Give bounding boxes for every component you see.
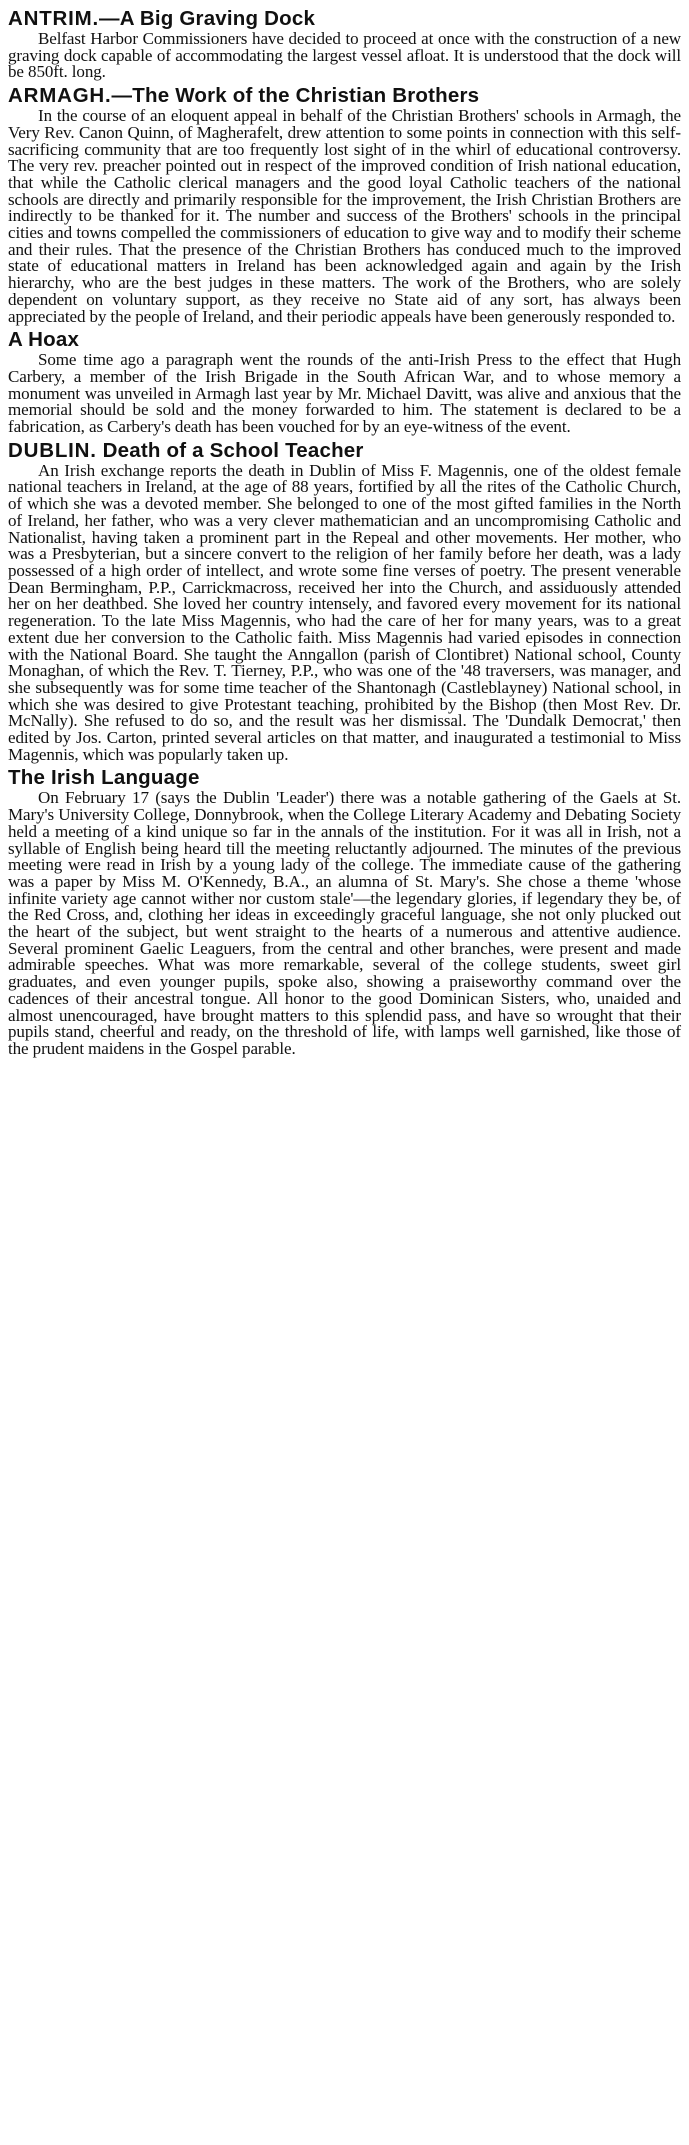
article-title: The Irish Language [8,766,200,790]
article-irish-language [8,765,681,1057]
article-hoax [8,327,681,436]
article-body: Belfast Harbor Commissioners have decided to proceed at once with the construction of a new graving dock capable of accommodating the largest vessel afloat. It is understood that the dock will be 850ft. long. [8,29,681,82]
newspaper-column [0,0,689,1058]
article-title: A Big Graving Dock [119,7,316,30]
article-title: The Work of the Christian Brothers [132,84,480,108]
article-heading [8,765,681,790]
article-antrim [8,6,681,81]
article-heading [8,438,681,463]
article-heading [8,327,681,352]
article-armagh [8,83,681,325]
article-heading [8,6,681,31]
article-title: A Hoax [8,328,80,352]
article-body: An Irish exchange reports the death in Dublin of Miss F. Magennis, one of the oldest female national teachers in Ireland, at the age of 88 years, fortified by all the rites of the Catholic Church, of which she was a devoted member. She belonged to one of the most gifted families in the North of Ireland, her father, who was a very clever mathematician and an uncompromising Catholic and Nationalist, having taken a prominent part in the Repeal and other movements. Her mother, who was a Presbyterian, but a sincere convert to the religion of her family before her death, was a lady possessed of a high order of intellect, and wrote some fine verses of poetry. The present venerable Dean Bermingham, P.P., Carrickmacross, received her into the Church, and assiduously attended her on her deathbed. She loved her country intensely, and favored every movement for its national regeneration. To the late Miss Magennis, who had the care of her for many years, was to a great extent due her conversion to the Catholic faith. Miss Magennis had varied episodes in connection with the National Board. She taught the Anngallon (parish of Clontibret) National school, County Monaghan, of which the Rev. T. Tierney, P.P., who was one of the '48 traversers, was manager, and she subsequently was for some time teacher of the Shantonagh (Castleblayney) National school, in which she was desired to give Protestant teaching, prohibited by the Bishop (then Most Rev. Dr. McNally). She refused to do so, and the result was her dismissal. The 'Dundalk Democrat,' then edited by Jos. Carton, printed several articles on that matter, and inaugurated a testimonial to Miss Magennis, which was popularly taken up. [8,460,681,764]
article-heading [8,83,681,108]
article-place: ANTRIM. [8,7,100,30]
heading-separator: — [99,7,120,30]
article-body: Some time ago a paragraph went the rounds of the anti-Irish Press to the effect that Hugh Carbery, a member of the Irish Brigade in the South African War, and to whose memory a monument was unveiled in Armagh last year by Mr. Michael Davitt, was alive and anxious that the memorial should be sold and the money forwarded to him. The statement is declared to be a fabrication, as Carbery's death has been vouched for by an eye-witness of the event. [8,350,681,437]
article-body: In the course of an eloquent appeal in behalf of the Christian Brothers' schools in Armagh, the Very Rev. Canon Quinn, of Magherafelt, drew attention to some points in connection with this self-sacrificing community that are too frequently lost sight of in the whirl of educational controversy. The very rev. preacher pointed out in respect of the improved condition of Irish national education, that while the Catholic clerical managers and the good loyal Catholic teachers of the national schools are directly and primarily responsible for the improvement, the Irish Christian Brothers are indirectly to be thanked for it. The number and success of the Brothers' schools in the principal cities and towns compelled the commissioners of education to give way and to modify their scheme and their rules. That the presence of the Christian Brothers has conduced much to the improved state of educational matters in Ireland has been acknowledged again and again by the Irish hierarchy, who are the best judges in these matters. The work of the Brothers, who are solely dependent on voluntary support, as they receive no State aid of any sort, has always been appreciated by the people of Ireland, and their periodic appeals have been generously responded to. [8,106,681,326]
article-dublin [8,438,681,764]
article-body: On February 17 (says the Dublin 'Leader') there was a notable gathering of the Gaels at St. Mary's University College, Donnybrook, when the College Literary Academy and Debating Society held a meeting of a kind unique so far in the annals of the institution. For it was all in Irish, not a syllable of English being heard till the meeting reluctantly adjourned. The minutes of the previous meeting were read in Irish by a young lady of the college. The immediate cause of the gathering was a paper by Miss M. O'Kennedy, B.A., an alumna of St. Mary's. She chose a theme 'whose infinite variety age cannot wither nor custom stale'—the legendary glories, if legendary they be, of the Red Cross, and, clothing her ideas in exceedingly graceful language, she not only plucked out the heart of the subject, but went straight to the hearts of a numerous and attentive audience. Several prominent Gaelic Leaguers, from the central and other branches, were present and made admirable speeches. What was more remarkable, several of the college students, sweet girl graduates, and even younger pupils, spoke also, showing a praiseworthy command over the cadences of their ancestral tongue. All honor to the good Dominican Sisters, who, unaided and almost unencouraged, have brought matters to this splendid pass, and have so wrought that their pupils stand, cheerful and ready, on the threshold of life, with lamps well garnished, like those of the prudent maidens in the Gospel parable. [8,788,681,1058]
article-title: Death of a School Teacher [102,438,364,462]
article-place: ARMAGH. [8,84,112,108]
article-place: DUBLIN. [8,438,97,462]
heading-separator: — [111,84,133,108]
